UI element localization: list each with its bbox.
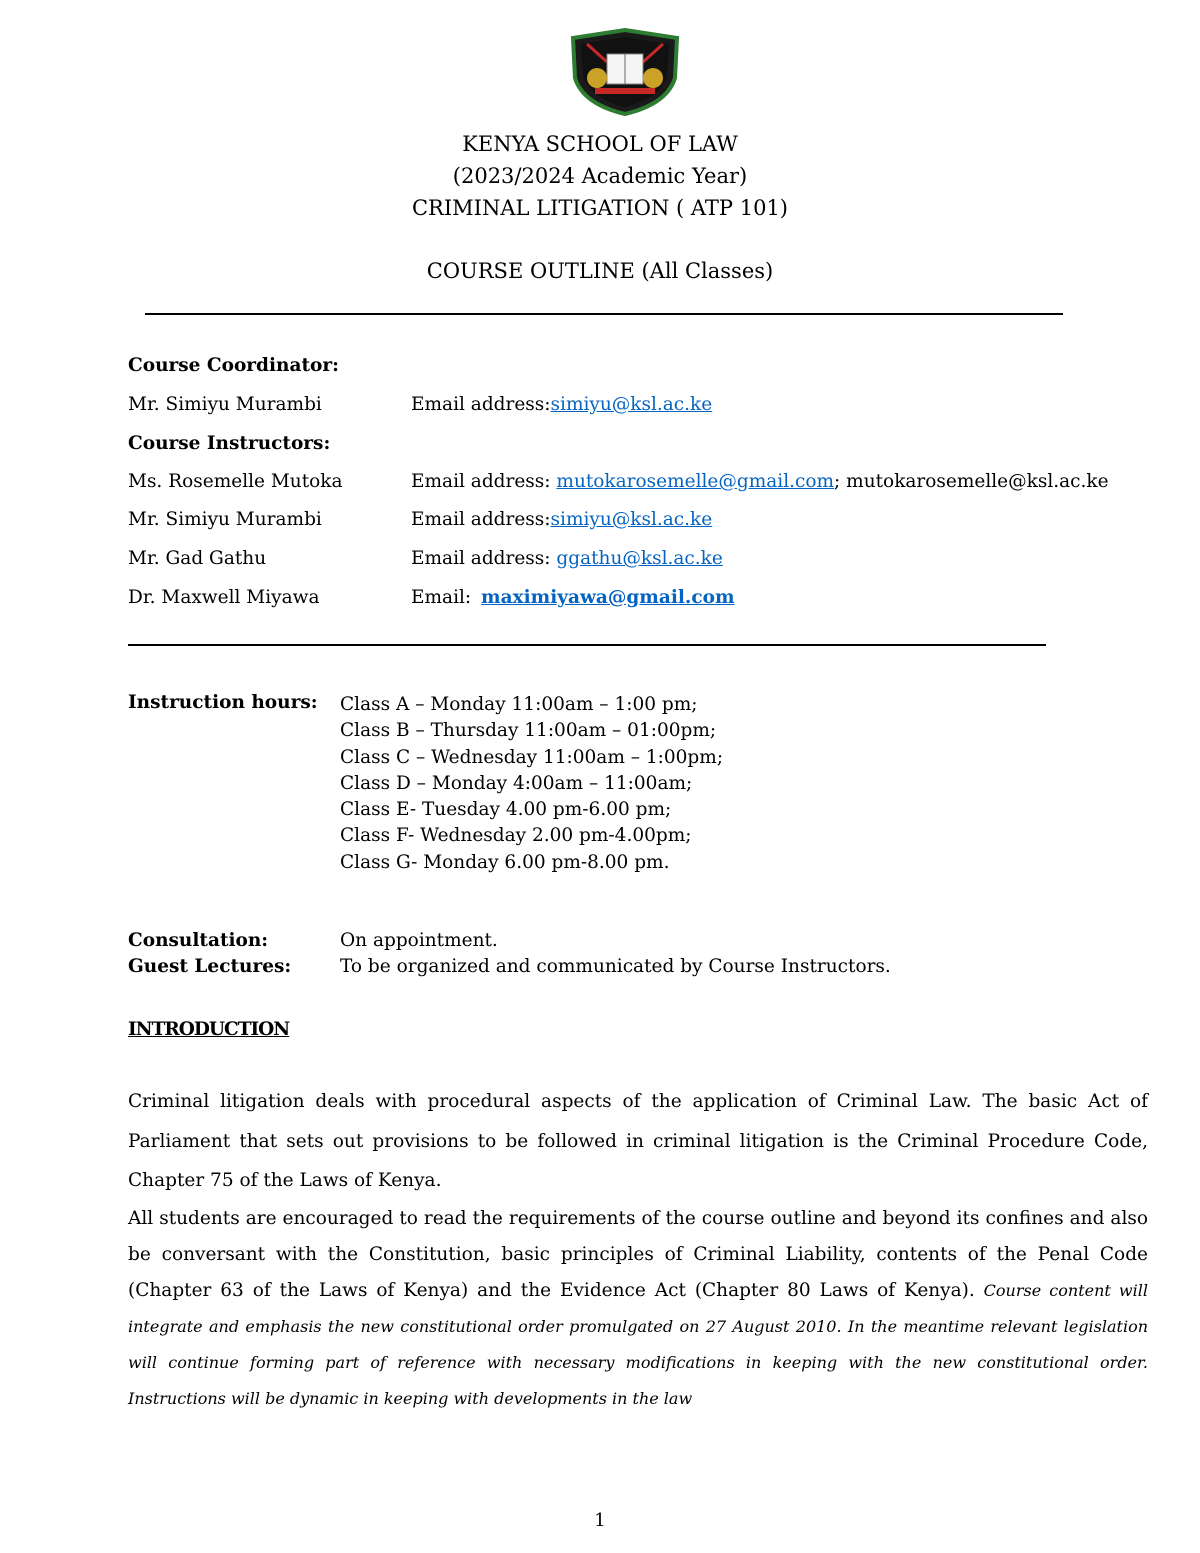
consultation-value: On appointment. xyxy=(340,930,498,951)
schedule-item: Class B – Thursday 11:00am – 01:00pm; xyxy=(340,720,717,742)
instructor-email-link[interactable]: mutokarosemelle@gmail.com xyxy=(556,471,835,492)
outline-title: COURSE OUTLINE (All Classes) xyxy=(426,259,774,283)
academic-year: (2023/2024 Academic Year) xyxy=(452,164,748,188)
school-crest-logo xyxy=(567,28,683,116)
introduction-heading: INTRODUCTION xyxy=(128,1019,290,1040)
schedule-item: Class D – Monday 4:00am – 11:00am; xyxy=(340,772,693,794)
email-label: Email address: xyxy=(411,394,551,415)
instructor-email-label: Email: xyxy=(411,587,472,608)
instructor-email-row xyxy=(481,587,735,608)
schedule-item: Class A – Monday 11:00am – 1:00 pm; xyxy=(340,694,698,715)
school-name: KENYA SCHOOL OF LAW xyxy=(462,132,738,156)
class-schedule xyxy=(340,692,723,876)
course-title: CRIMINAL LITIGATION ( ATP 101) xyxy=(411,196,788,220)
instructor-name: Mr. Simiyu Murambi xyxy=(128,509,322,530)
email-label: Email address: xyxy=(411,509,551,530)
coordinator-heading: Course Coordinator: xyxy=(128,355,339,376)
instructor-email-link[interactable]: ggathu@ksl.ac.ke xyxy=(556,548,723,569)
guest-lectures-label: Guest Lectures: xyxy=(128,956,292,977)
email-label: Email address: xyxy=(411,548,557,569)
paragraph-italic-text: Course content will integrate and emphasis the new constitutional order promulgated on 27 August 2010. In the meantime relevant legislation will continue forming part of reference with necessary modifications in keeping with the new constitutional order. Instructions will be dynamic in keeping with developments in the law xyxy=(128,1281,1148,1408)
instructor-name: Ms. Rosemelle Mutoka xyxy=(128,471,343,492)
instructor-email-extra: ; mutokarosemelle@ksl.ac.ke xyxy=(834,471,1109,492)
schedule-item: Class F- Wednesday 2.00 pm-4.00pm; xyxy=(340,825,692,847)
coordinator-name: Mr. Simiyu Murambi xyxy=(128,394,322,415)
coordinator-email-link[interactable]: simiyu@ksl.ac.ke xyxy=(550,394,713,415)
divider-bottom xyxy=(128,644,1046,646)
page-number: 1 xyxy=(594,1510,606,1531)
instructor-name: Mr. Gad Gathu xyxy=(128,548,267,569)
coordinator-email-row xyxy=(411,394,712,415)
divider-top xyxy=(145,313,1063,315)
instruction-hours-label: Instruction hours: xyxy=(128,692,318,713)
consultation-label: Consultation: xyxy=(128,930,269,951)
instructor-email-row xyxy=(411,471,1109,492)
instructor-name: Dr. Maxwell Miyawa xyxy=(128,587,320,608)
introduction-paragraph-1: Criminal litigation deals with procedural aspects of the application of Criminal Law. The basic Act of Parliament that sets out provisions to be followed in criminal litigation is the Criminal Procedure Code, Chapter 75 of the Laws of Kenya. xyxy=(128,1091,1148,1191)
schedule-item: Class E- Tuesday 4.00 pm-6.00 pm; xyxy=(340,799,672,821)
schedule-item: Class G- Monday 6.00 pm-8.00 pm. xyxy=(340,851,670,873)
guest-lectures-value: To be organized and communicated by Course Instructors. xyxy=(340,956,891,977)
instructor-email-row xyxy=(411,509,712,530)
schedule-item: Class C – Wednesday 11:00am – 1:00pm; xyxy=(340,746,724,768)
email-label: Email address: xyxy=(411,471,557,492)
instructor-email-link[interactable]: maximiyawa@gmail.com xyxy=(481,587,735,608)
introduction-paragraph-2 xyxy=(128,1201,1148,1417)
instructors-heading: Course Instructors: xyxy=(128,433,331,454)
paragraph-text: All students are encouraged to read the requirements of the course outline and beyond its confines and also be conversant with the Constitution, basic principles of Criminal Liability, contents of the Penal Code (Chapter 63 of the Laws of Kenya) and the Evidence Act (Chapter 80 Laws of Kenya). xyxy=(128,1208,1148,1301)
instructor-email-link[interactable]: simiyu@ksl.ac.ke xyxy=(550,509,713,530)
instructor-email-row xyxy=(411,548,723,569)
